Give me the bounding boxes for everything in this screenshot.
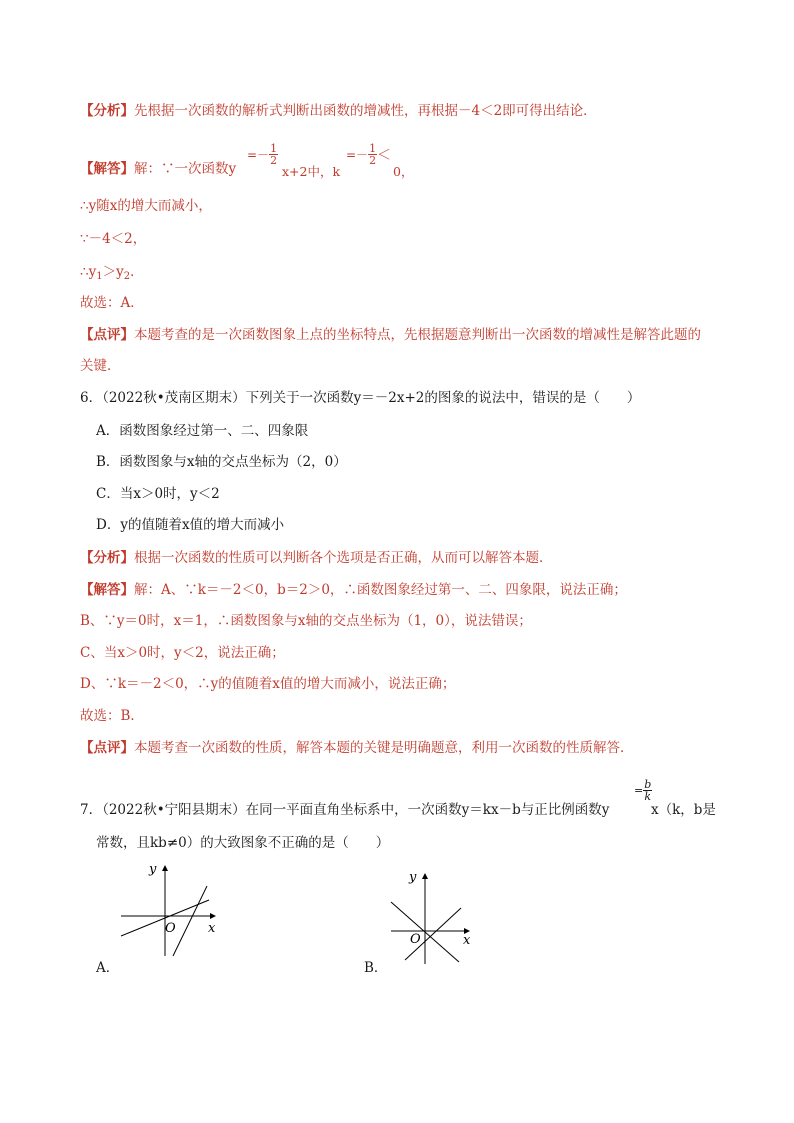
answer-k-eq: =－ <box>346 148 369 162</box>
q6-stem: 6．（2022秋•茂南区期末）下列关于一次函数y＝－2x+2的图象的说法中，错误的是（ ） <box>80 390 641 406</box>
graph-a-y-label: y <box>149 862 157 877</box>
graph-b-y-label: y <box>409 870 417 885</box>
q6-comment-text: 本题考查一次函数的性质，解答本题的关键是明确题意，利用一次函数的性质解答． <box>134 740 634 756</box>
q6-answer-tag: 【解答】 <box>80 582 134 598</box>
q7-option-b: B． <box>364 960 388 976</box>
q7-stem <box>80 800 609 820</box>
graph-a-line-2 <box>173 886 207 956</box>
answer-tag: 【解答】 <box>80 161 134 177</box>
answer-frac-eq-1: =－ <box>247 148 270 162</box>
answer-frac-2 <box>346 143 391 166</box>
q7-stem-a: 7．（2022秋•宁阳县期末）在同一平面直角坐标系中，一次函数y＝kx－b与正比例函数y <box>80 802 610 818</box>
fraction-numerator: 1 <box>270 142 278 155</box>
analysis-line <box>80 101 597 121</box>
q6-analysis <box>80 548 553 568</box>
choose-line: 故选：A． <box>80 295 144 311</box>
answer-line-4 <box>80 262 144 287</box>
q6-answer-line-3: C、当x＞0时，y＜2，说法正确； <box>80 645 285 661</box>
q6-answer-line-4: D、∵k＝－2＜0，∴y的值随着x值的增大而减小，说法正确； <box>80 676 456 692</box>
graph-a-y-arrow <box>162 865 168 871</box>
q6-comment <box>80 738 634 758</box>
graph-a-x-arrow <box>210 913 216 919</box>
answer-lt: ＜ <box>377 147 392 164</box>
q7-stem-2: 常数，且kb≠0）的大致图象不正确的是（ ） <box>96 835 390 851</box>
q6-answer-line-2: B、∵y＝0时，x＝1，∴函数图象与x轴的交点坐标为（1，0），说法错误； <box>80 613 532 629</box>
q6-comment-tag: 【点评】 <box>80 740 134 756</box>
answer-mid: x+2中，k <box>282 164 341 179</box>
answer-line-2: ∴y随x的增大而减小， <box>80 198 212 214</box>
q7-frac-eq: = <box>634 784 644 797</box>
line4-part-c: ． <box>130 264 144 280</box>
answer-line <box>80 159 236 179</box>
fraction-denominator: 2 <box>270 154 278 167</box>
graph-a <box>115 858 225 958</box>
q7-frac-bk <box>643 779 652 802</box>
q6-answer <box>80 580 627 600</box>
line4-sub-2: 2 <box>123 271 131 282</box>
answer-line-3: ∵－4＜2， <box>80 231 147 247</box>
line4-part-a: ∴y <box>80 264 97 280</box>
q6-option-d: D．y的值随着x值的增大而减小 <box>96 517 285 533</box>
graph-b <box>383 866 483 966</box>
comment-line <box>80 325 701 345</box>
answer-text: 解：∵一次函数y <box>134 161 237 177</box>
q6-option-a: A．函数图象经过第一、二、四象限 <box>96 423 309 439</box>
graph-a-origin-label: O <box>165 921 176 936</box>
answer-zero: 0， <box>393 164 414 179</box>
comment-line-2: 关键． <box>80 358 121 374</box>
q6-answer-line-1: 解：A、∵k＝－2＜0，b＝2＞0，∴函数图象经过第一、二、四象限，说法正确； <box>134 582 627 598</box>
fraction-half-2 <box>368 143 377 166</box>
fraction-half-1 <box>269 143 278 166</box>
fraction-numerator-2: 1 <box>369 142 377 155</box>
graph-a-x-label: x <box>208 921 216 936</box>
line4-sub-1: 1 <box>96 271 103 282</box>
q7-stem-b: x（k，b是 <box>651 802 716 818</box>
analysis-text: 先根据一次函数的解析式判断出函数的增减性，再根据－4＜2即可得出结论． <box>134 103 597 119</box>
q7-option-a: A． <box>96 960 120 976</box>
q6-option-b: B．函数图象与x轴的交点坐标为（2，0） <box>96 454 347 470</box>
q6-option-c: C．当x＞0时，y＜2 <box>96 486 220 502</box>
analysis-tag: 【分析】 <box>80 103 134 119</box>
comment-tag: 【点评】 <box>80 327 134 343</box>
q7-fraction <box>634 779 652 802</box>
answer-frac-1 <box>247 143 278 166</box>
q7-frac-num: b <box>644 778 652 791</box>
q6-answer-line-5: 故选：B． <box>80 708 144 724</box>
graph-b-y-arrow <box>422 873 428 879</box>
comment-text: 本题考查的是一次函数图象上点的坐标特点，先根据题意判断出一次函数的增减性是解答此题的 <box>134 327 701 343</box>
fraction-denominator-2: 2 <box>369 154 377 167</box>
graph-b-origin-label: O <box>410 932 421 947</box>
q6-analysis-text: 根据一次函数的性质可以判断各个选项是否正确，从而可以解答本题． <box>134 550 553 566</box>
q7-frac-den: k <box>644 790 652 803</box>
line4-part-b: ＞y <box>102 264 124 280</box>
q6-analysis-tag: 【分析】 <box>80 550 134 566</box>
graph-b-x-label: x <box>463 933 471 948</box>
